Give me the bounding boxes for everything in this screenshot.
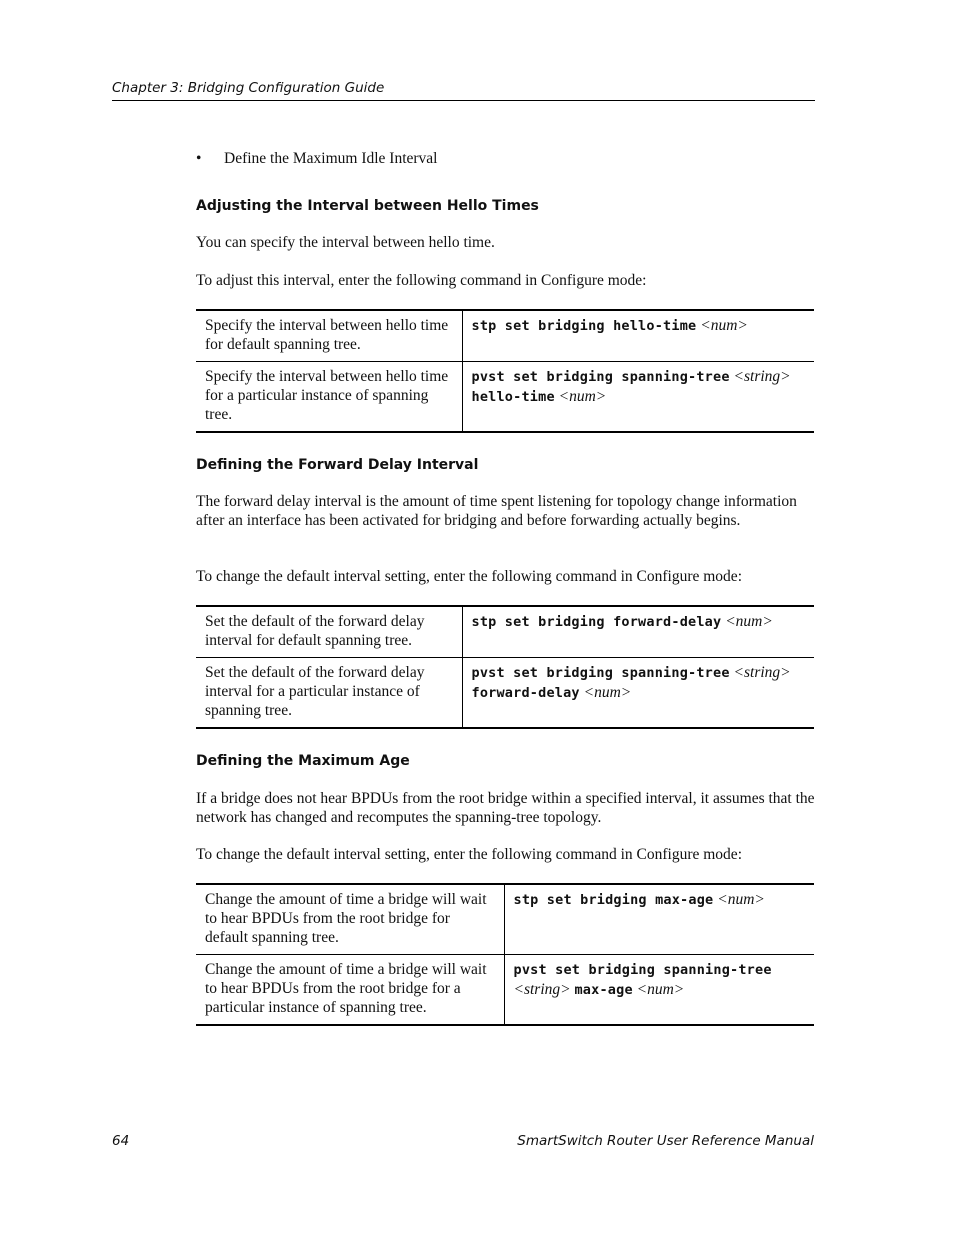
paragraph: To adjust this interval, enter the following command in Configure mode: bbox=[196, 272, 647, 289]
table-row bbox=[196, 884, 814, 955]
command-argument: <string> bbox=[513, 981, 571, 998]
command-argument: <num> bbox=[558, 388, 607, 405]
command-table-max-age bbox=[196, 883, 814, 1026]
paragraph: You can specify the interval between hello time. bbox=[196, 234, 495, 251]
table-row bbox=[196, 362, 814, 433]
command-keyword: pvst set bridging spanning-tree bbox=[471, 665, 730, 681]
bullet-icon: • bbox=[196, 150, 202, 167]
command-argument: <num> bbox=[717, 891, 765, 908]
section-heading-maximum-age: Defining the Maximum Age bbox=[196, 753, 410, 769]
command-syntax bbox=[462, 606, 814, 658]
bullet-text: Define the Maximum Idle Interval bbox=[224, 150, 438, 167]
running-header: Chapter 3: Bridging Configuration Guide bbox=[112, 79, 815, 101]
command-table-hello-time bbox=[196, 309, 814, 433]
command-keyword: pvst set bridging spanning-tree bbox=[471, 369, 730, 385]
command-description: Change the amount of time a bridge will wait to hear BPDUs from the root bridge for default spanning tree. bbox=[196, 884, 504, 955]
page-number: 64 bbox=[112, 1133, 130, 1149]
command-syntax bbox=[462, 658, 814, 729]
command-syntax bbox=[504, 884, 814, 955]
command-keyword: hello-time bbox=[471, 389, 555, 405]
command-keyword: stp set bridging hello-time bbox=[471, 318, 697, 334]
table-row bbox=[196, 310, 814, 362]
paragraph: The forward delay interval is the amount of time spent listening for topology change information after an interface has been activated for bridging and before forwarding actually begins. bbox=[196, 493, 797, 529]
command-keyword: stp set bridging forward-delay bbox=[471, 614, 722, 630]
paragraph: If a bridge does not hear BPDUs from the root bridge within a specified interval, it assumes that the network has changed and recomputes the spanning-tree topology. bbox=[196, 790, 815, 826]
command-argument: <string> bbox=[733, 368, 791, 385]
command-keyword: forward-delay bbox=[471, 685, 580, 701]
command-description: Set the default of the forward delay interval for a particular instance of spanning tree. bbox=[196, 658, 462, 729]
command-keyword: max-age bbox=[574, 982, 633, 998]
command-argument: <string> bbox=[733, 664, 791, 681]
command-keyword: stp set bridging max-age bbox=[513, 892, 714, 908]
command-keyword: pvst set bridging spanning-tree bbox=[513, 962, 772, 978]
command-argument: <num> bbox=[583, 684, 632, 701]
paragraph: To change the default interval setting, enter the following command in Configure mode: bbox=[196, 568, 742, 585]
command-table-forward-delay bbox=[196, 605, 814, 729]
command-syntax bbox=[462, 362, 814, 433]
command-argument: <num> bbox=[636, 981, 685, 998]
table-row bbox=[196, 955, 814, 1026]
paragraph: To change the default interval setting, enter the following command in Configure mode: bbox=[196, 846, 742, 863]
command-syntax bbox=[504, 955, 814, 1026]
manual-title: SmartSwitch Router User Reference Manual bbox=[517, 1133, 814, 1149]
command-description: Set the default of the forward delay interval for default spanning tree. bbox=[196, 606, 462, 658]
section-heading-forward-delay: Defining the Forward Delay Interval bbox=[196, 457, 479, 473]
command-description: Specify the interval between hello time for default spanning tree. bbox=[196, 310, 462, 362]
command-description: Specify the interval between hello time for a particular instance of spanning tree. bbox=[196, 362, 462, 433]
table-row bbox=[196, 658, 814, 729]
table-row bbox=[196, 606, 814, 658]
command-argument: <num> bbox=[725, 613, 773, 630]
section-heading-hello-times: Adjusting the Interval between Hello Times bbox=[196, 198, 539, 214]
command-argument: <num> bbox=[700, 317, 748, 334]
command-syntax bbox=[462, 310, 814, 362]
command-description: Change the amount of time a bridge will wait to hear BPDUs from the root bridge for a particular instance of spanning tree. bbox=[196, 955, 504, 1026]
